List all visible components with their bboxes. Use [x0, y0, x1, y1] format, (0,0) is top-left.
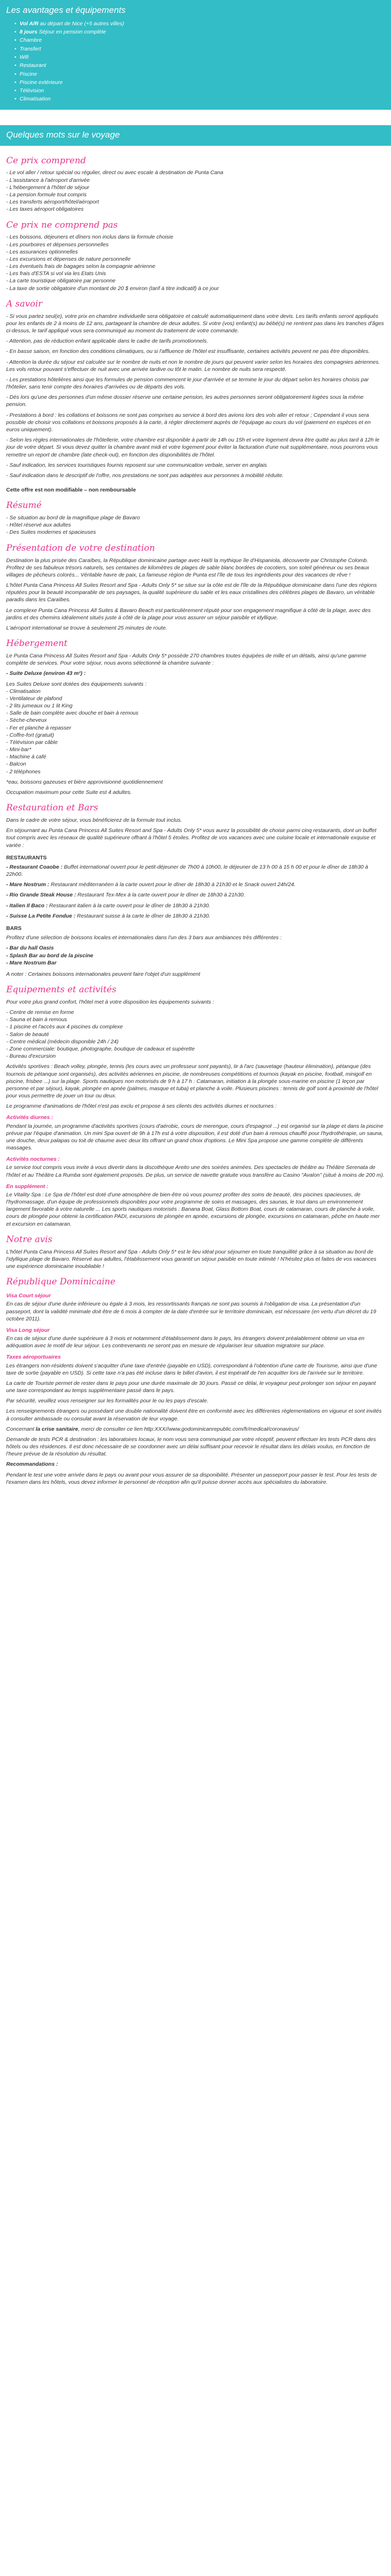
advantages-title: Les avantages et équipements — [6, 5, 126, 15]
paragraph: Les renseignements étrangers ou possédant une double nationalité doivent être en conformité avec les différentes réglementations en vigueur et sont invités à consulter ambassade ou consulat avant la réservation de leur voyage. — [6, 1408, 382, 1422]
section-title-a-savoir: A savoir — [6, 298, 42, 309]
taxes-title: Taxes aéroportuaires — [6, 1354, 61, 1361]
paragraph: En cas de séjour d'une durée supérieure à 3 mois et notamment d'établissement dans le pays, les étrangers doivent préalablement obtenir un visa en adéquation avec le motif de leur séjour. Les contrevenants ne seront pas en mesure de régulariser leur situation migratoire sur place. — [6, 1335, 365, 1349]
list-item: - Climatisation — [6, 688, 385, 695]
list-item: - Machine à café — [6, 753, 385, 760]
paragraph: Pour votre plus grand confort, l'hôtel met à votre disposition les équipements suivants : — [6, 998, 214, 1005]
paragraph: En cas de séjour d'une durée inférieure ou égale à 3 mois, les ressortissants français ne sont pas soumis à l'obligation de visa. La présentation d'un passeport, dont la validité minimale doit être de 6 mois à compter de la date d'entrée sur le territoire dominicain, est nécessaire (en vertu d'un décret du 19 octobre 2011). — [6, 1301, 377, 1322]
voyage-content — [0, 146, 391, 1486]
list-item: - Le vol aller / retour spécial ou régulier, direct ou avec escale à destination de Punta Cana — [6, 170, 223, 176]
covid-paragraph: Concernant la crise sanitaire, merci de consulter ce lien http:XXX//www.godominicanrepublic.com/fr/medical/coronavirus/ — [6, 1426, 299, 1432]
advantage-item: • Transfert — [14, 45, 385, 53]
room-title: - Suite Deluxe (environ 43 m²) : — [6, 670, 86, 677]
paragraph: Les étrangers non-résidents doivent s'acquitter d'une taxe d'entrée (payable en USD), correspondant à l'obtention d'une carte de Tourisme, ainsi que d'une taxe de sortie (payable en USD). Si cette taxe n'a pas été incluse dans le billet d'avion, il est impératif de l'en acquitter lors de l'arrivée sur le territoire. — [6, 1362, 378, 1376]
voyage-band — [0, 125, 391, 146]
paragraph: - Les prestations hôtelières ainsi que les formules de pension commencent le jour d'arrivée et se termine le jour du départ selon les horaires choisis par l'hôtelier, sans tenir compte des horaires d'arrivées ou de départs des vols. — [6, 376, 369, 391]
paragraph: - Attention la durée du séjour est calculée sur le nombre de nuits et non le nombre de jours qui peuvent varier selon les horaires des compagnies aériennes. Les vols retour pouvant s'effectuer de nuit avec une arrivée tardive ou tôt le matin. Le nombre de nuits sera respecté. — [6, 359, 380, 372]
list-item: - Ventilateur de plafond — [6, 695, 385, 702]
section-title-equipements: Equipements et activités — [6, 985, 117, 995]
list-item: - Salle de bain complète avec douche et bain à remous — [6, 709, 385, 717]
list-item: - Splash Bar au bord de la piscine — [6, 952, 93, 959]
paragraph: Demande de tests PCR & destination : les laboratoires locaux, le nom vous sera communiqué par votre réceptif, peuvent effectuer les tests PCR dans des hôtels ou des résidences. Il est donc nécessaire de se coordonner avec un délai suffisant pour recevoir le résultat dans les délais voulus, en fonction de l'heure prévue de la résolution du résultat. — [6, 1436, 376, 1458]
list-item: - Sèche-cheveux — [6, 717, 385, 724]
advantage-item: • Télévision — [14, 87, 385, 95]
list-item: - 2 téléphones — [6, 768, 385, 775]
advantage-item: • Restaurant — [14, 61, 385, 70]
paragraph: - Sauf indication, les services touristiques fournis reposent sur une communication verbale, server en anglais — [6, 462, 267, 468]
list-item: - Balcon — [6, 760, 385, 768]
visa-long-title: Visa Long séjour — [6, 1327, 50, 1333]
list-item: - Sauna et bain à remous — [6, 1016, 385, 1023]
list-item: - Les pourboires et dépenses personnelles — [6, 241, 109, 248]
list-item: - Les excursions et dépenses de nature personnelle — [6, 256, 131, 262]
list-item: - L'assistance à l'aéroport d'arrivée — [6, 177, 90, 183]
room-intro: Les Suites Deluxe sont dotées des équipements suivants : — [6, 681, 146, 687]
section-title-notre-avis: Notre avis — [6, 1234, 53, 1245]
paragraph: - Sauf indication dans le descriptif de l'offre, nos prestations ne sont pas adaptées aux personnes à mobilité réduite. — [6, 472, 284, 479]
list-item: - La taxe de sortie obligatoire d'un montant de 20 $ environ (tarif à titre indicatif) à ce jour — [6, 285, 219, 292]
paragraph: A noter : Certaines boissons internationales peuvent faire l'objet d'un supplément — [6, 971, 201, 977]
bars-title: BARS — [6, 925, 22, 931]
list-item: - Zone commerciale: boutique, photographe, boutique de cadeaux et supérette — [6, 1045, 385, 1053]
list-item: - Mare Nostrum Bar — [6, 959, 57, 966]
list-item: - Les transferts aéroport/hôtel/aéroport — [6, 199, 99, 206]
list-item: - La pension formule tout compris — [6, 191, 87, 198]
paragraph: L'hôtel Punta Cana Princess All Suites Resort and Spa - Adults Only 5* se situe sur la côte est de l'île de la République dominicaine dans l'une des régions réputées pour la beauté incomparable de ses paysages, la qualité supérieure du sable et les eaux cristallines des célèbres plages de Bavaro, un véritable paradis dans les Caraïbes. — [6, 582, 377, 603]
list-item: - Suisse La Petite Fondue : Restaurant suisse à la carte le dîner de 18h30 à 21h30. — [6, 912, 210, 919]
section-title-hebergement: Hébergement — [6, 638, 68, 649]
paragraph: L'hôtel Punta Cana Princess All Suites Resort and Spa - Adults Only 5* est le lieu idéal pour séjourner en toute tranquillité grâce à sa situation au bord de l'idyllique plage de Bavaro. Réservé aux adultes, l'établissement vous garantit un séjour paisible en toute intimité ! N'hésitez plus et faites de vos vacances une expérience dominicaine inoubliable ! — [6, 1248, 377, 1270]
section-title-presentation: Présentation de votre destination — [6, 543, 155, 553]
room-equipment-list — [6, 688, 385, 775]
list-item: - Des Suites modernes et spacieuses — [6, 529, 96, 536]
paragraph: Pendant la journée, un programme d'activités sportives (cours d'aérobic, cours de merengue, cours d'espagnol ...) est organisé sur la plage et dans la piscine prévue par l'équipe d'animation. Un mini Spa ouvert de 9h à 17h est à votre disposition, il est doté d'un bain à remous chauffé pour l'hydrothérapie, un sauna, une douche, deux palapas ou toit de chaume avec deux lits offrant un grand choix d'options. Le Mini Spa propose une gamme complète de différents massages. — [6, 1123, 383, 1151]
list-item: - Les boissons, déjeuners et dîners non inclus dans la formule choisie — [6, 234, 173, 241]
advantage-item: • Chambre — [14, 36, 385, 44]
advantages-list — [14, 20, 385, 104]
visa-court-title: Visa Court séjour — [6, 1293, 51, 1299]
recommendations-title: Recommandations : — [6, 1461, 58, 1468]
list-item: - Rio Grande Steak House : Restaurant Tex-Mex à la carte ouvert pour le dîner de 18h30 à 21h30. — [6, 892, 246, 899]
list-item: - Fer et planche à repasser — [6, 724, 385, 732]
list-item: - 1 piscine et l'accès aux 4 piscines du complexe — [6, 1023, 385, 1030]
paragraph: Pendant le test une votre arrivée dans le pays ou avant pour vous assurer de sa disponibilité. Présenter un passeport pour passer le test. Pour les tests de l'examen dans les hôtels, vous devez informer le personnel de réception afin qu'il puisse donner accès aux spécialistes du laboratoire. — [6, 1471, 377, 1485]
paragraph: Dans le cadre de votre séjour, vous bénéficierez de la formule tout inclus. — [6, 817, 182, 824]
voyage-title: Quelques mots sur le voyage — [6, 129, 120, 140]
advantage-item: • 8 jours Séjour en pension complète — [14, 28, 385, 36]
paragraph: Le complexe Punta Cana Princess All Suites & Bavaro Beach est particulièrement réputé pour son engagement magnifique à côté de la plage, avec des jardins et des chemins idéalement situés juste à côté de la plage pour vous assurer un séjour paisible et idyllique. — [6, 607, 371, 621]
paragraph: Occupation maximum pour cette Suite est 4 adultes. — [6, 789, 132, 795]
paragraph: - Si vous partez seul(e), votre prix en chambre individuelle sera obligatoire et calculé automatiquement dans votre devis. Les tarifs enfants seront appliqués pour les enfants de 2 à moins de 12 ans, partageant la chambre de deux adultes. Si votre (vos) enfant(s) au bébé(s) ne rentrent pas dans les tranches d'âges ci-dessus, le tarif appliqué vous sera communiqué au moment du traitement de votre commande. — [6, 313, 384, 334]
paragraph: Le Vitality Spa : Le Spa de l'hôtel est doté d'une atmosphère de bien-être où vous pourrez profiter des soins de beauté, des piscines spacieuses, de l'hydromassage, d'un équipe de professionnels disponibles pour votre programme de soins et massages, des saunas, le tout dans un environnement largement favorable à votre naturelle ... Les sports nautiques motorisés : Banana Boat, Glass Bottom Boat, cours de catamaran, cours de planche à voile, cours de plongée pour obtenir la certification PADI, excursions de plongée en apnée, excursions de plongée, excursions en catamaran, pêche en haute mer et excursion en catamaran. — [6, 1191, 380, 1227]
section-title-restauration: Restauration et Bars — [6, 803, 99, 814]
covid-link[interactable]: , merci de consulter ce lien http:XXX//www.godominicanrepublic.com/fr/medical/coronavirus/ — [78, 1426, 299, 1432]
list-item: - Italien Il Baco : Restaurant italien à la carte ouvert pour le dîner de 18h30 à 21h30. — [6, 902, 210, 909]
advantage-item: • Wifi — [14, 53, 385, 61]
non-modifiable-note: Cette offre est non modifiable – non remboursable — [6, 487, 136, 494]
list-item: - Les taxes aéroport obligatoires — [6, 206, 84, 213]
paragraph: Le service tout compris vous invite à vous divertir dans la discothèque Areito une des soirées animées. Des spectacles de théâtre au Théâtre Serenata de l'hôtel et au Théâtre La Rumba sont également proposés. De plus, un service de navette gratuite vous transfère au Casino "Avalon" (situé à moins de 200 m). — [6, 1164, 385, 1178]
equipment-list — [6, 1009, 385, 1060]
list-item: - Salon de beauté — [6, 1031, 385, 1038]
advantage-item: • Piscine extérieure — [14, 78, 385, 87]
diurnes-title: Activités diurnes : — [6, 1114, 54, 1121]
list-item: - Bureau d'excursion — [6, 1053, 385, 1060]
advantage-item: • Climatisation — [14, 95, 385, 103]
section-title-prix-comprend: Ce prix comprend — [6, 155, 86, 166]
list-item: - Restaurant Coaobe : Buffet international ouvert pour le petit-déjeuner de 7h00 à 10h00, le déjeuner de 13 h 00 à 15 h 00 et pour le dîner de 18h30 à 22h00. — [6, 863, 368, 878]
paragraph: - En basse saison, en fonction des conditions climatiques, ou si l'affluence de l'hôtel est insuffisante, certaines activités peuvent ne pas être disponibles. — [6, 348, 370, 355]
list-item: - Centre de remise en forme — [6, 1009, 385, 1016]
section-title-republique: République Dominicaine — [6, 1277, 116, 1287]
list-item: - Centre médical (médecin disponible 24h / 24) — [6, 1038, 385, 1045]
list-item: - Les éventuels frais de bagages selon la compagnie aérienne — [6, 263, 155, 270]
advantage-item: • Piscine — [14, 70, 385, 78]
paragraph: - Attention, pas de réduction enfant applicable dans le cadre de tarifs promotionnels. — [6, 338, 208, 345]
paragraph: - Prestations à bord : les collations et boissons ne sont pas comprises au service à bord des avions lors des vols aller et retour ; Cependant il vous sera possible de choisir vos collations et boissons proposés à la carte, à régler directement auprès de l'équipage au cours du vol (paiement en espèces et en euros uniquement). — [6, 412, 371, 433]
list-item: - 2 lits jumeaux ou 1 lit King — [6, 702, 385, 709]
paragraph: Activités sportives : Beach volley, plongée, tennis (les cours avec un professeur sont payants), tir à l'arc (sauvetage (hauteur élimination), pétanque (des tournois de pétanque sont organisés), des activités aériennes en piscine, de nombreuses compétitions et tournois (kayak en piscine, football, minigolf en piscine, frisbee ...) sur la plage. Sports nautiques non motorisés de 9 h à 17 h : Catamaran, initiation à la plongée sous-marine en piscine (1 leçon par personne et par séjour), kayak, plongée en apnée (palmes, masque et tuba) et planche à voile. Plusieurs piscines : tennis de golf sont à proximité de l'hôtel pour vous permettre de jouer un tour ou deux. — [6, 1063, 379, 1099]
list-item: - Bar du hall Oasis — [6, 945, 54, 952]
list-item: - Les frais d'ESTA si vol via les Etats Unis — [6, 270, 106, 277]
paragraph: *eau, boissons gazeuses et bière approvisionné quotidiennement — [6, 778, 163, 785]
paragraph: Profitez d'une sélection de boissons locales et internationales dans l'un des 3 bars aux ambiances très différentes : — [6, 935, 282, 941]
section-title-prix-ne-comprend: Ce prix ne comprend pas — [6, 219, 118, 230]
supplement-title: En supplément : — [6, 1183, 48, 1190]
list-item: - Coffre-fort (gratuit) — [6, 732, 385, 739]
paragraph: Le programme d'animations de l'hôtel n'est pas exclu et propose à ses clients des activités diurnes et nocturnes : — [6, 1103, 277, 1110]
list-item: - Hôtel réservé aux adultes — [6, 522, 71, 529]
nocturnes-title: Activités nocturnes : — [6, 1156, 60, 1163]
list-item: - La carte touristique obligatoire par personne — [6, 278, 116, 284]
restaurants-title: RESTAURANTS — [6, 854, 47, 861]
section-title-resume: Résumé — [6, 500, 42, 511]
paragraph: En séjournant au Punta Cana Princess All Suites Resort and Spa - Adults Only 5* vous aurez la possibilité de choisir parmi cinq restaurants, dont un buffet tout compris avec les réseaux de qualité supérieure offrant à l'hôtel 5 étoiles. Profitez de vos vacances avec une cuisine locale et internationale exquise et variée : — [6, 827, 377, 849]
advantage-item: • Vol A/R au départ de Nice (+5 autres villes) — [14, 20, 385, 28]
paragraph: - Dès lors qu'une des personnes d'un même dossier réserve une certaine pension, les autres personnes seront obligatoirement logées sous la même pension. — [6, 394, 364, 408]
list-item: - Se situation au bord de la magnifique plage de Bavaro — [6, 515, 140, 521]
list-item: - L'hébergement à l'hôtel de séjour — [6, 184, 90, 191]
paragraph: Destination la plus prisée des Caraïbes, la République dominicaine partage avec Haïti la mythique île d'Hispaniola, découverte par Christophe Colomb. Profitez de ses fabuleux trésors naturels, ses centaines de kilomètres de plages de sable blanc bordées de cocotiers, son soleil généreux ou ses beaux villages de pêcheurs colorés... Véritable havre de paix, La fameuse région de Punta est l'île de tous les ingrédients pour des vacances de rêve ! — [6, 557, 369, 578]
list-item: - Mare Nostrum : Restaurant méditerranéen à la carte ouvert pour le dîner de 18h30 à 21h30 et le Snack ouvert 24h/24. — [6, 882, 296, 888]
advantages-band — [0, 0, 391, 110]
paragraph: - Selon les règles internationales de l'hôtellerie, votre chambre est disponible à partir de 14h ou 15h et votre logement devra être quitté au plus tard à 12h le jour de votre départ. Si vous devez quitter la chambre avant midi et votre logement pour éviter la facturation d'une nuit supplémentaire, nous pourrons vous remettre un report de chambre (late check-out), en fonction des disponibilités de l'hôtel. — [6, 437, 380, 458]
paragraph: L'aéroport international se trouve à seulement 25 minutes de route. — [6, 624, 167, 631]
paragraph: Le Punta Cana Princess All Suites Resort and Spa - Adults Only 5* possède 270 chambres toutes équipées de mille et un détails, ainsi qu'une gamme complète de services. Pour votre séjour, nous avons sélectionné la chambre suivante : — [6, 653, 367, 667]
list-item: - Télévision par câble — [6, 739, 385, 746]
list-item: - Mini-bar* — [6, 746, 385, 753]
paragraph: Par sécurité, veuillez vous renseigner sur les formalités pour le ou les pays d'escale. — [6, 1398, 208, 1404]
list-item: - Les assurances optionnelles — [6, 248, 78, 255]
paragraph: La carte de Touriste permet de rester dans le pays pour une durée maximale de 30 jours. Passé ce délai, le voyageur peut prolonger son séjour en payant une taxe correspondant au temps supplémentaire passé dans le pays. — [6, 1380, 376, 1394]
